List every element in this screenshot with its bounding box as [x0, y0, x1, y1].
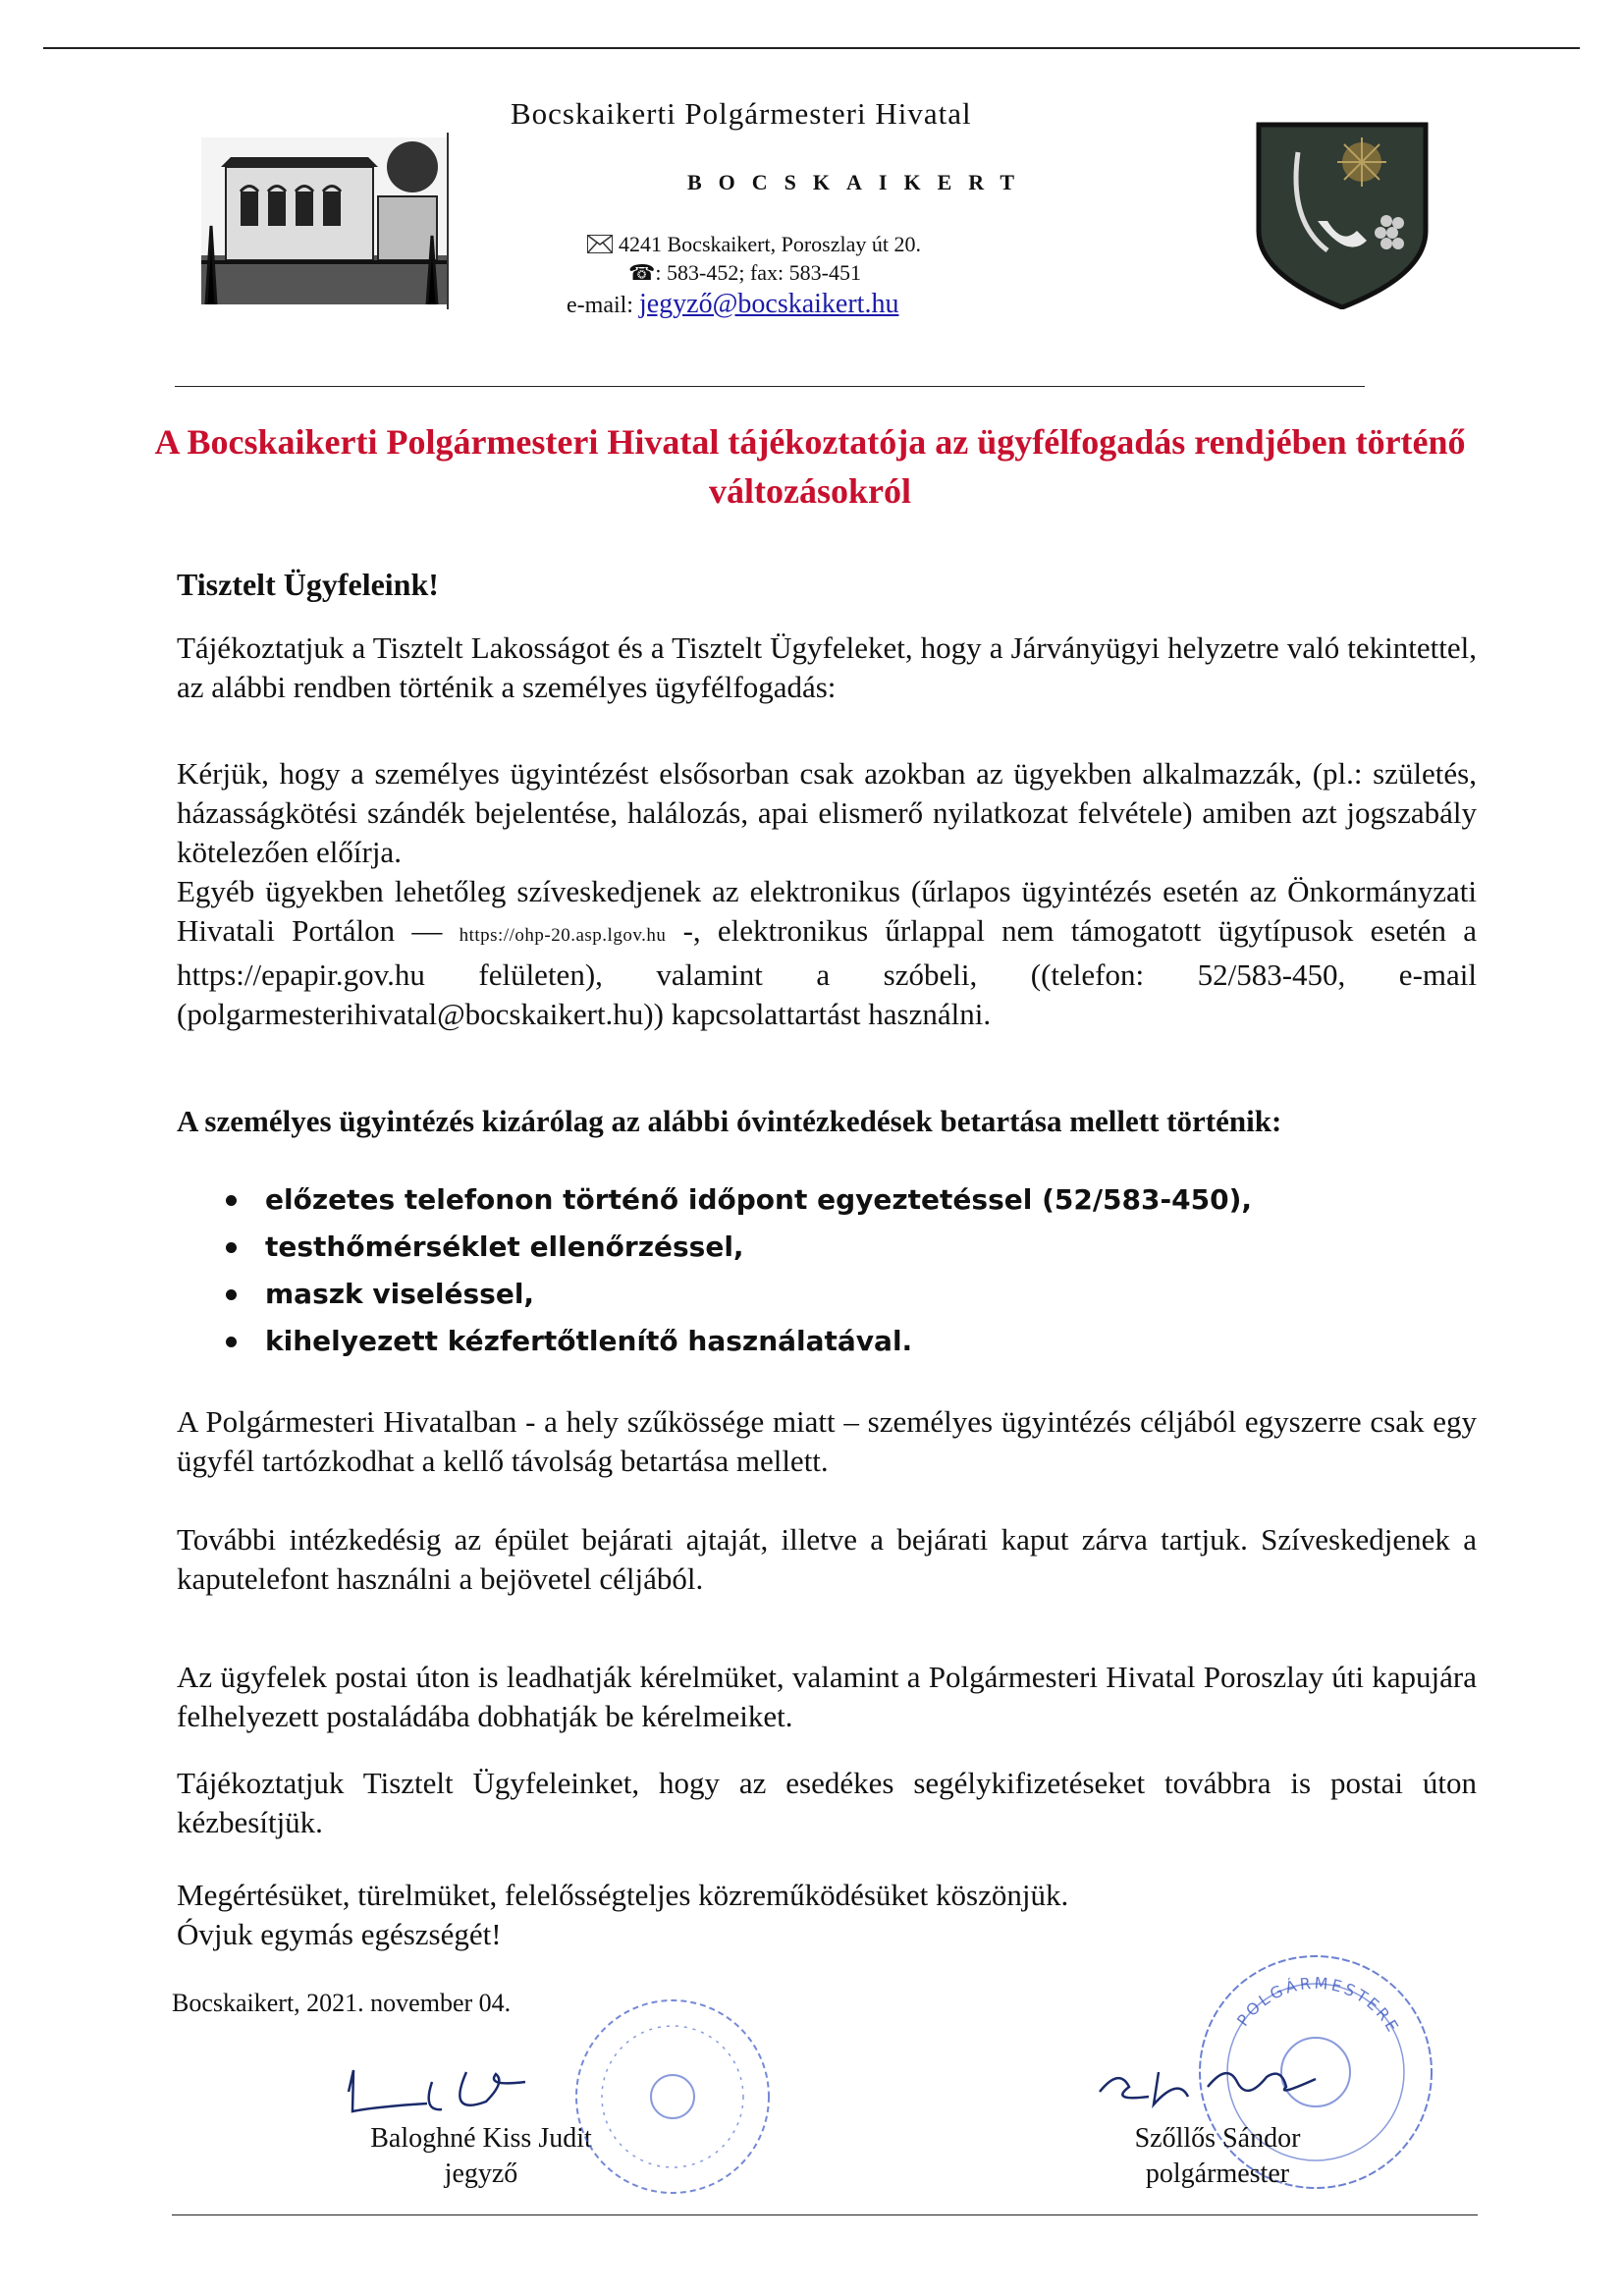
- request-paragraph: Kérjük, hogy a személyes ügyintézést elsősorban csak azokban az ügyekben alkalmazzák, (pl.: születés, házasságkötési szándék bejelentése, halálozás, apai elismerő nyilatkozat felvétele) amiben azt jogszabály kötelezően előírja.: [177, 756, 1477, 869]
- envelope-icon: [587, 235, 613, 253]
- thanks-line: Megértésüket, türelmüket, felelősségteljes közreműködésüket köszönjük.: [177, 1878, 1069, 1912]
- post-paragraph: Az ügyfelek postai úton is leadhatják kérelmüket, valamint a Polgármesteri Hivatal Poroszlay úti kapujára felhelyezett postaládába dobhatják be kérelmeiket.: [177, 1660, 1477, 1733]
- greeting: Tisztelt Ügyfeleink!: [177, 567, 439, 602]
- header-divider: [447, 133, 449, 309]
- official-stamp-left: [569, 1994, 776, 2200]
- coat-of-arms-image: [1249, 113, 1435, 309]
- benefit-paragraph: Tájékoztatjuk Tisztelt Ügyfeleinket, hogy az esedékes segélykifizetéseket továbbra is postai úton kézbesítjük.: [177, 1766, 1477, 1839]
- left-signatory-name: Baloghné Kiss Judit: [370, 2123, 592, 2154]
- right-signatory-role: polgármester: [1145, 2159, 1290, 2189]
- bottom-rule: [172, 2214, 1478, 2215]
- list-item: testhőmérséklet ellenőrzéssel,: [226, 1224, 1252, 1271]
- list-item: maszk viseléssel,: [226, 1271, 1252, 1318]
- address-text: 4241 Bocskaikert, Poroszlay út 20.: [619, 232, 921, 256]
- right-signatory: [1070, 2121, 1365, 2192]
- wish-line: Óvjuk egymás egészségét!: [177, 1917, 502, 1951]
- intro-paragraph: Tájékoztatjuk a Tisztelt Lakosságot és a Tisztelt Ügyfeleket, hogy a Járványügyi helyzetre való tekintettel, az alábbi rendben történik a személyes ügyfélfogadás:: [177, 630, 1477, 704]
- handwritten-signature-right: [1090, 2057, 1325, 2116]
- other-text-a: Egyéb ügyekben lehetőleg szíveskedjenek az elektronikus (űrlapos ügyintézés esetén az Önkormányzati Hivatali Portálon —: [177, 874, 1477, 948]
- left-signatory-role: jegyző: [444, 2159, 518, 2189]
- phone-line: [628, 260, 861, 286]
- office-name: Bocskaikerti Polgármesteri Hivatal: [511, 96, 972, 131]
- telephone-icon: ☎: [628, 260, 656, 285]
- email-line: [567, 289, 898, 320]
- address-line: [587, 232, 921, 257]
- town-name: BOCSKAIKERT: [687, 170, 1032, 194]
- list-item: előzetes telefonon történő időpont egyeztetéssel (52/583-450),: [226, 1176, 1252, 1224]
- other-matters-paragraph: [177, 872, 1477, 1034]
- document-title: A Bocskaikerti Polgármesteri Hivatal tájékoztatója az ügyfélfogadás rendjében történő változásokról: [154, 422, 1466, 511]
- right-signatory-name: Szőllős Sándor: [1134, 2123, 1301, 2154]
- phone-text: : 583-452; fax: 583-451: [655, 260, 861, 285]
- svg-text:POLGÁRMESTERE: [1233, 1974, 1403, 2038]
- list-item: kihelyezett kézfertőtlenítő használatával.: [226, 1318, 1252, 1365]
- stamp-text: POLGÁRMESTERE: [1232, 1973, 1404, 2038]
- precautions-list: [226, 1176, 1252, 1365]
- other-text-b: -, elektronikus űrlappal nem támogatott ügytípusok esetén a https://epapir.gov.hu felületen), valamint a szóbeli, ((telefon: 52/583-450, e-mail (polgarmesterihivatal@bocskaikert.hu)) kapcsolattartást használni.: [177, 913, 1478, 1031]
- date-line: Bocskaikert, 2021. november 04.: [172, 1989, 512, 2017]
- precautions-notice: A személyes ügyintézés kizárólag az alábbi óvintézkedések betartása mellett történik:: [177, 1104, 1282, 1138]
- portal-url: https://ohp-20.asp.lgov.hu: [459, 925, 667, 946]
- door-paragraph: További intézkedésig az épület bejárati ajtaját, illetve a bejárati kaput zárva tartjuk. Szíveskedjenek a kaputelefont használni a bejövetel céljából.: [177, 1522, 1477, 1596]
- handwritten-signature-left: [339, 2062, 555, 2121]
- header-rule: [175, 386, 1365, 387]
- email-link[interactable]: jegyző@bocskaikert.hu: [638, 289, 899, 319]
- top-rule: [43, 47, 1580, 49]
- space-paragraph: A Polgármesteri Hivatalban - a hely szűkössége miatt – személyes ügyintézés céljából egyszerre csak egy ügyfél tartózkodhat a kellő távolság betartása mellett.: [177, 1404, 1477, 1478]
- town-hall-building-image: [201, 137, 447, 304]
- email-label: e-mail:: [567, 293, 633, 318]
